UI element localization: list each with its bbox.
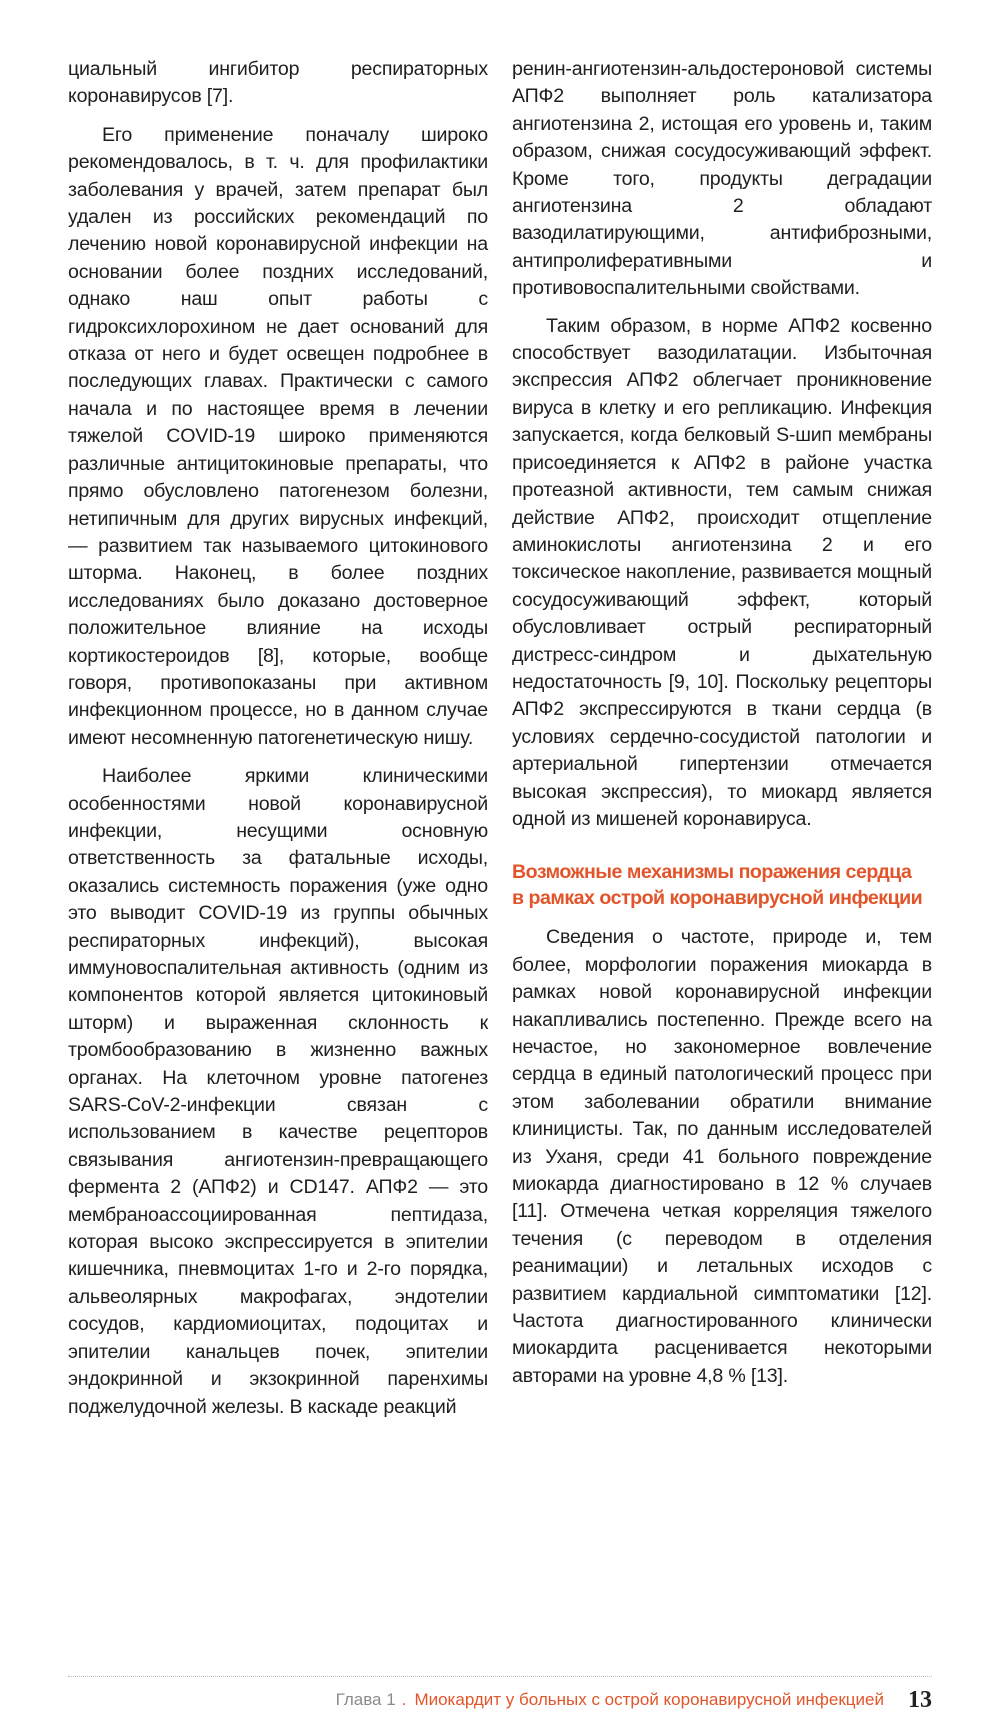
footer-chapter: Глава 1: [335, 1690, 396, 1709]
paragraph: Сведения о частоте, природе и, тем более, морфологии поражения миокарда в рамках новой коронавирусной инфекции накапливались постепенно. Прежде всего на нечастое, но закономерное вовлечение сердца в единый патологический процесс при этом заболевании обратили внимание клиницисты. Так, по данным исследователей из Уханя, среди 41 больного повреждение миокарда диагностировано в 12 % случаев [11]. Отмечена четкая корреляция тяжелого течения (с переводом в отделения реанимации) и летальных исходов с развитием кардиальной симптоматики [12]. Частота диагностированного клинически миокардита расценивается некоторыми авторами на уровне 4,8 % [13].: [512, 926, 932, 1387]
section-heading-line: в рамках острой коронавирусной инфекции: [512, 887, 923, 910]
footer-chapter-title: Миокардит у больных с острой коронавирусной инфекцией: [414, 1690, 884, 1709]
paragraph: ренин-ангиотензин-альдостероновой системы АПФ2 выполняет роль катализатора ангиотензина 2, истощая его уровень и, таким образом, снижая сосудосуживающий эффект. Кроме того, продукты деградации ангиотензина 2 обладают вазодилатирующими, антифиброзными, антипролиферативными и противовоспалительными свойствами.: [512, 58, 932, 300]
left-column: [68, 56, 488, 1432]
paragraph: Его применение поначалу широко рекомендовалось, в т. ч. для профилактики заболевания у врачей, затем препарат был удален из российских рекомендаций по лечению новой коронавирусной инфекции на основании более поздних исследований, однако наш опыт работы с гидроксихлорохином не дает оснований для отказа от него и будет освещен подробнее в последующих главах. Практически с самого начала и по настоящее время в лечении тяжелой COVID-19 широко применяются различные антицитокиновые препараты, что прямо обусловлено патогенезом болезни, нетипичным для других вирусных инфекций, — развитием так называемого цитокинового шторма. Наконец, в более поздних исследованиях было доказано достоверное положительное влияние на исходы кортикостероидов [8], которые, вообще говоря, противопоказаны при активном инфекционном процессе, но в данном случае имеют несомненную патогенетическую нишу.: [68, 123, 488, 749]
section-heading: [512, 859, 932, 911]
right-column: [512, 56, 932, 1401]
paragraph: циальный ингибитор респираторных коронавирусов [7].: [68, 58, 488, 108]
page-footer: [68, 1683, 932, 1717]
footer-divider: [68, 1676, 932, 1677]
footer-separator: .: [401, 1690, 407, 1709]
page-number: 13: [908, 1686, 932, 1713]
section-heading-line: Возможные механизмы поражения сердца: [512, 861, 912, 884]
paragraph: Наиболее яркими клиническими особенностями новой коронавирусной инфекции, несущими основную ответственность за фатальные исходы, оказались системность поражения (уже одно это выводит COVID-19 из группы обычных респираторных инфекций), высокая иммуновоспалительная активность (одним из компонентов которой является цитокиновый шторм) и выраженная склонность к тромбообразованию в жизненно важных органах. На клеточном уровне патогенез SARS-CoV-2-инфекции связан с использованием в качестве рецепторов связывания ангиотензин-превращающего фермента 2 (АПФ2) и CD147. АПФ2 — это мембраноассоциированная пептидаза, которая высоко экспрессируется в эпителии кишечника, пневмоцитах 1-го и 2-го порядка, альвеолярных макрофагах, эндотелии сосудов, кардиомиоцитах, подоцитах и эпителии канальцев почек, эпителии эндокринной и экзокринной паренхимы поджелудочной железы. В каскаде реакций: [68, 765, 488, 1418]
paragraph: Таким образом, в норме АПФ2 косвенно способствует вазодилатации. Избыточная экспрессия АПФ2 облегчает проникновение вируса в клетку и его репликацию. Инфекция запускается, когда белковый S-шип мембраны присоединяется к АПФ2 в районе участка протеазной активности, тем самым снижая действие АПФ2, происходит отщепление аминокислоты ангиотензина 2 и его токсическое накопление, развивается мощный сосудосуживающий эффект, который обусловливает острый респираторный дистресс-синдром и дыхательную недостаточность [9, 10]. Поскольку рецепторы АПФ2 экспрессируются в ткани сердца (в условиях сердечно-сосудистой патологии и артериальной гипертензии отмечается высокая экспрессия), то миокард является одной из мишеней коронавируса.: [512, 314, 932, 830]
